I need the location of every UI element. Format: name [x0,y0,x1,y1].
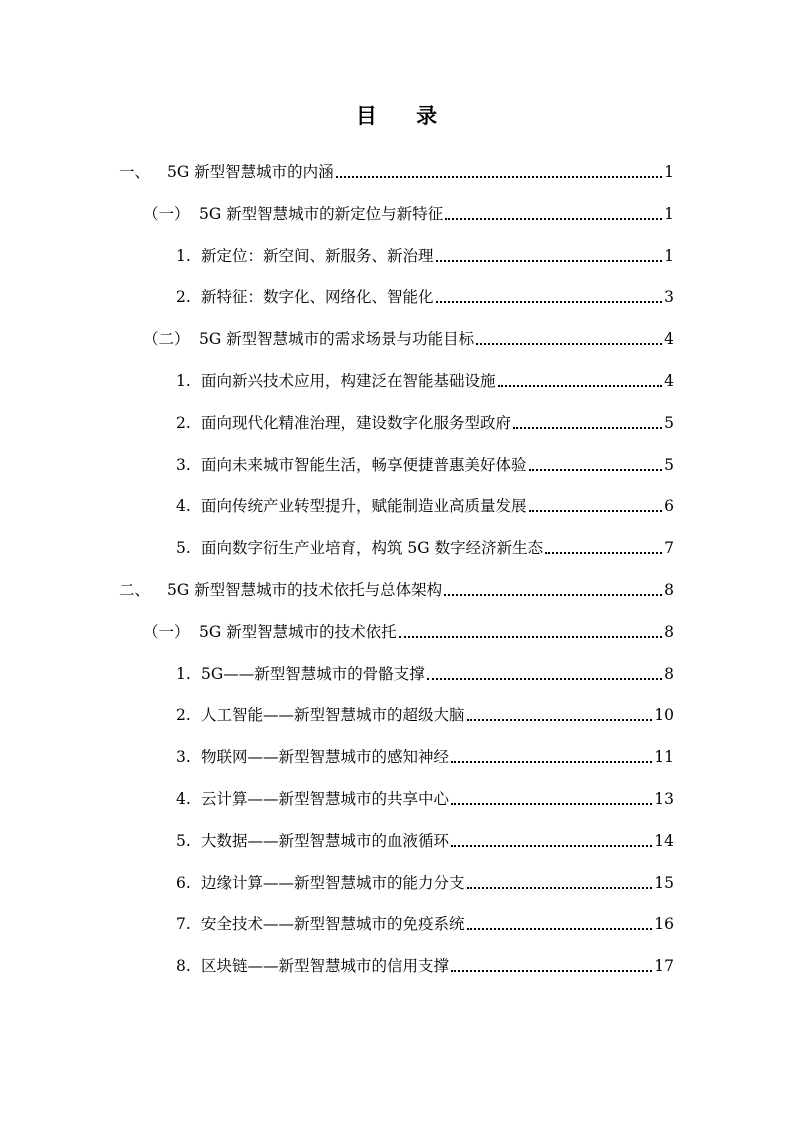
toc-entry-page: 7 [664,539,674,557]
toc-entry-page: 3 [664,288,674,306]
toc-entry[interactable] [176,660,674,684]
toc-entry[interactable] [176,869,674,893]
toc-entry-title: 区块链——新型智慧城市的信用支撑 [201,957,450,975]
dot-leader [545,552,662,554]
toc-entry-number: 二、 [119,581,151,599]
toc-entry-page: 6 [664,497,674,515]
toc-entry-number: 3. [176,456,191,474]
toc-entry-number: 4. [176,497,191,515]
toc-entry-page: 8 [664,623,674,641]
toc-entry-number: 2. [176,288,191,306]
toc-entry-title: 面向传统产业转型提升，赋能制造业高质量发展 [201,497,527,515]
toc-entry[interactable] [119,158,674,182]
toc-entry[interactable] [176,701,674,725]
dot-leader [451,803,652,805]
toc-entry[interactable] [176,785,674,809]
toc-title: 目 录 [355,103,454,128]
toc-entry-title: 5G 新型智慧城市的技术依托与总体架构 [167,581,443,599]
toc-entry[interactable] [176,492,674,516]
toc-entry[interactable] [176,451,674,475]
dot-leader [427,678,662,680]
toc-entry-title: 云计算——新型智慧城市的共享中心 [201,790,450,808]
toc-entry-number: 2. [176,414,191,432]
dot-leader [445,218,662,220]
dot-leader [498,385,663,387]
toc-entry-number: 3. [176,748,191,766]
toc-entry-page: 1 [664,247,674,265]
toc-entry-page: 17 [654,957,674,975]
toc-entry-page: 4 [664,330,674,348]
toc-entry-title: 5G 新型智慧城市的需求场景与功能目标 [199,330,475,348]
toc-entry-page: 1 [664,163,674,181]
dot-leader [451,761,652,763]
toc-entry-number: 一、 [119,163,151,181]
toc-entry-page: 5 [664,414,674,432]
dot-leader [336,176,662,178]
dot-leader [476,343,662,345]
toc-entry-page: 15 [654,874,674,892]
toc-entry-title: 5G 新型智慧城市的内涵 [167,163,334,181]
toc-entry-page: 1 [664,205,674,223]
toc-entry[interactable] [176,283,674,307]
toc-entry-title: 面向现代化精准治理，建设数字化服务型政府 [201,414,512,432]
dot-leader [436,260,663,262]
toc-entry[interactable] [176,409,674,433]
toc-entry-number: 1. [176,665,191,683]
toc-entry-number: （一） [143,623,190,641]
toc-entry-page: 13 [654,790,674,808]
toc-entry-title: 面向数字衍生产业培育，构筑 5G 数字经济新生态 [201,539,544,557]
toc-entry-title: 人工智能——新型智慧城市的超级大脑 [201,706,465,724]
dot-leader [529,510,663,512]
dot-leader [451,845,652,847]
toc-entry-title: 面向新兴技术应用，构建泛在智能基础设施 [201,372,496,390]
toc-entry-title: 新定位：新空间、新服务、新治理 [201,247,434,265]
dot-leader [467,928,653,930]
toc-entry-title: 新特征：数字化、网络化、智能化 [201,288,434,306]
toc-entry-title: 物联网——新型智慧城市的感知神经 [201,748,450,766]
toc-entry-title: 5G——新型智慧城市的骨骼支撑 [201,665,425,683]
dot-leader [467,887,653,889]
dot-leader [399,636,662,638]
toc-entry-page: 8 [664,581,674,599]
toc-entry-number: 5. [176,539,191,557]
toc-entry-number: 4. [176,790,191,808]
toc-entry-page: 16 [654,915,674,933]
toc-entry-number: 7. [176,915,191,933]
dot-leader [529,469,663,471]
dot-leader [436,301,663,303]
toc-entry-number: （一） [143,205,190,223]
toc-entry[interactable] [143,325,674,349]
toc-entry-title: 安全技术——新型智慧城市的免疫系统 [201,915,465,933]
toc-entry-number: 6. [176,874,191,892]
toc-entry[interactable] [143,618,674,642]
toc-entry[interactable] [176,910,674,934]
toc-entry-number: 1. [176,247,191,265]
toc-entry-number: 1. [176,372,191,390]
toc-entry-page: 14 [654,832,674,850]
toc-entry-page: 8 [664,665,674,683]
toc-entry-page: 10 [654,706,674,724]
toc-entry[interactable] [143,200,674,224]
toc-entry[interactable] [176,534,674,558]
dot-leader [513,427,662,429]
toc-entry-number: 5. [176,832,191,850]
toc-entry[interactable] [176,952,674,976]
toc-entry-title: 边缘计算——新型智慧城市的能力分支 [201,874,465,892]
toc-entry-number: 2. [176,706,191,724]
toc-entry-page: 5 [664,456,674,474]
dot-leader [451,970,652,972]
toc-entry[interactable] [119,576,674,600]
toc-entry-title: 大数据——新型智慧城市的血液循环 [201,832,450,850]
toc-entry-number: 8. [176,957,191,975]
toc-entry-title: 5G 新型智慧城市的新定位与新特征 [199,205,444,223]
toc-entry-number: （二） [143,330,190,348]
toc-entry-title: 面向未来城市智能生活，畅享便捷普惠美好体验 [201,456,527,474]
toc-entry[interactable] [176,367,674,391]
toc-entry-page: 11 [654,748,674,766]
toc-entry[interactable] [176,827,674,851]
toc-entry-page: 4 [664,372,674,390]
toc-entry[interactable] [176,743,674,767]
dot-leader [444,594,662,596]
dot-leader [467,719,653,721]
toc-entry[interactable] [176,242,674,266]
toc-entry-title: 5G 新型智慧城市的技术依托 [199,623,397,641]
